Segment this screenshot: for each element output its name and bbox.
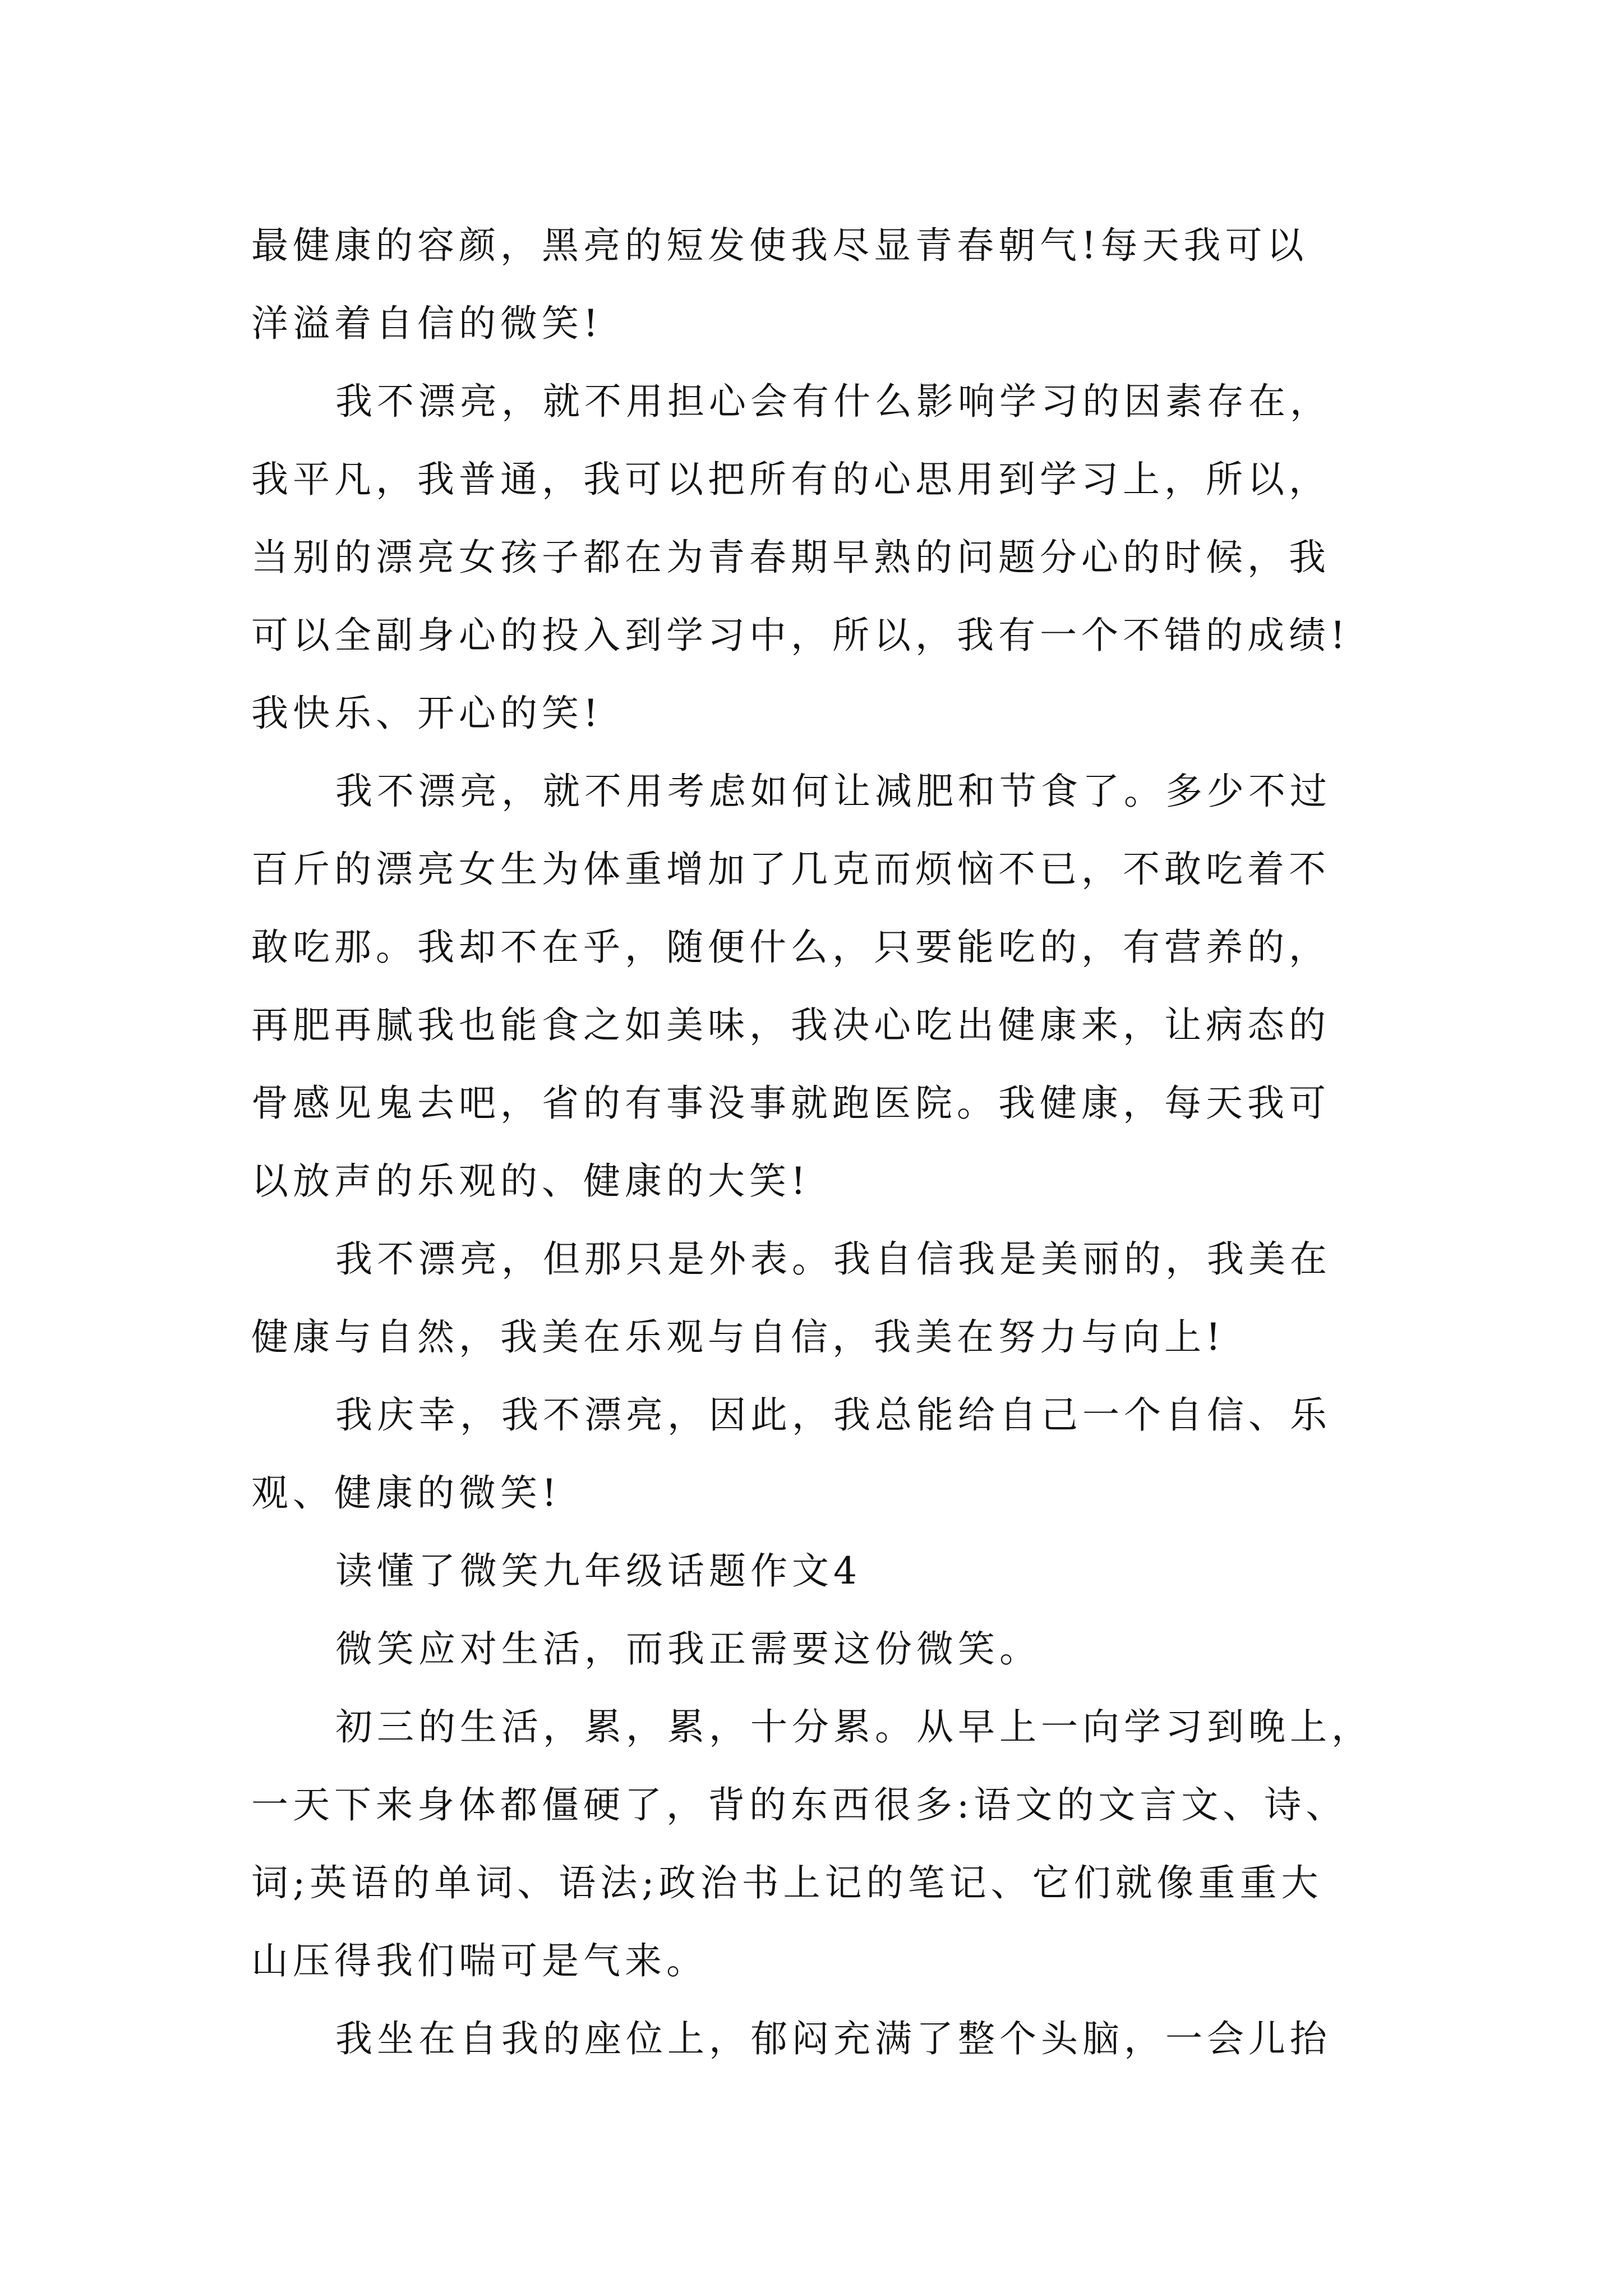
text-line: 我快乐、开心的笑! (251, 692, 603, 735)
text-line: 我庆幸，我不漂亮，因此，我总能给自己一个自信、乐 (335, 1393, 1331, 1437)
text-line: 健康与自然，我美在乐观与自信，我美在努力与向上! (251, 1315, 1225, 1359)
text-line: 最健康的容颜，黑亮的短发使我尽显青春朝气!每天我可以 (251, 224, 1308, 267)
text-line: 我不漂亮，就不用担心会有什么影响学习的因素存在， (335, 380, 1331, 423)
text-line: 以放声的乐观的、健康的大笑! (251, 1159, 810, 1203)
text-line: 我坐在自我的座位上，郁闷充满了整个头脑，一会儿抬 (335, 2017, 1331, 2060)
text-line: 再肥再腻我也能食之如美味，我决心吃出健康来，让病态的 (251, 1004, 1330, 1047)
text-line: 我平凡，我普通，我可以把所有的心思用到学习上，所以， (251, 458, 1330, 501)
text-line: 我不漂亮，但那只是外表。我自信我是美丽的，我美在 (335, 1237, 1331, 1281)
text-line: 骨感见鬼去吧，省的有事没事就跑医院。我健康，每天我可 (251, 1082, 1330, 1125)
text-line: 微笑应对生活，而我正需要这份微笑。 (335, 1627, 1041, 1671)
text-line: 百斤的漂亮女生为体重增加了几克而烦恼不已，不敢吃着不 (251, 848, 1330, 891)
text-line: 当别的漂亮女孩子都在为青春期早熟的问题分心的时候，我 (251, 536, 1330, 579)
text-line: 可以全副身心的投入到学习中，所以，我有一个不错的成绩! (251, 614, 1350, 657)
text-line: 敢吃那。我却不在乎，随便什么，只要能吃的，有营养的， (251, 926, 1330, 969)
text-line: 词;英语的单词、语法;政治书上记的笔记、它们就像重重大 (251, 1861, 1323, 1904)
text-line: 洋溢着自信的微笑! (251, 302, 603, 345)
text-line: 我不漂亮，就不用考虑如何让减肥和节食了。多少不过 (335, 770, 1331, 813)
section-title: 读懂了微笑九年级话题作文4 (335, 1549, 861, 1593)
text-line: 一天下来身体都僵硬了，背的东西很多:语文的文言文、诗、 (251, 1783, 1348, 1826)
text-line: 初三的生活，累，累，十分累。从早上一向学习到晚上， (335, 1705, 1373, 1749)
text-line: 观、健康的微笑! (251, 1471, 561, 1515)
text-line: 山压得我们喘可是气来。 (251, 1939, 708, 1982)
document-body (251, 206, 1395, 2078)
